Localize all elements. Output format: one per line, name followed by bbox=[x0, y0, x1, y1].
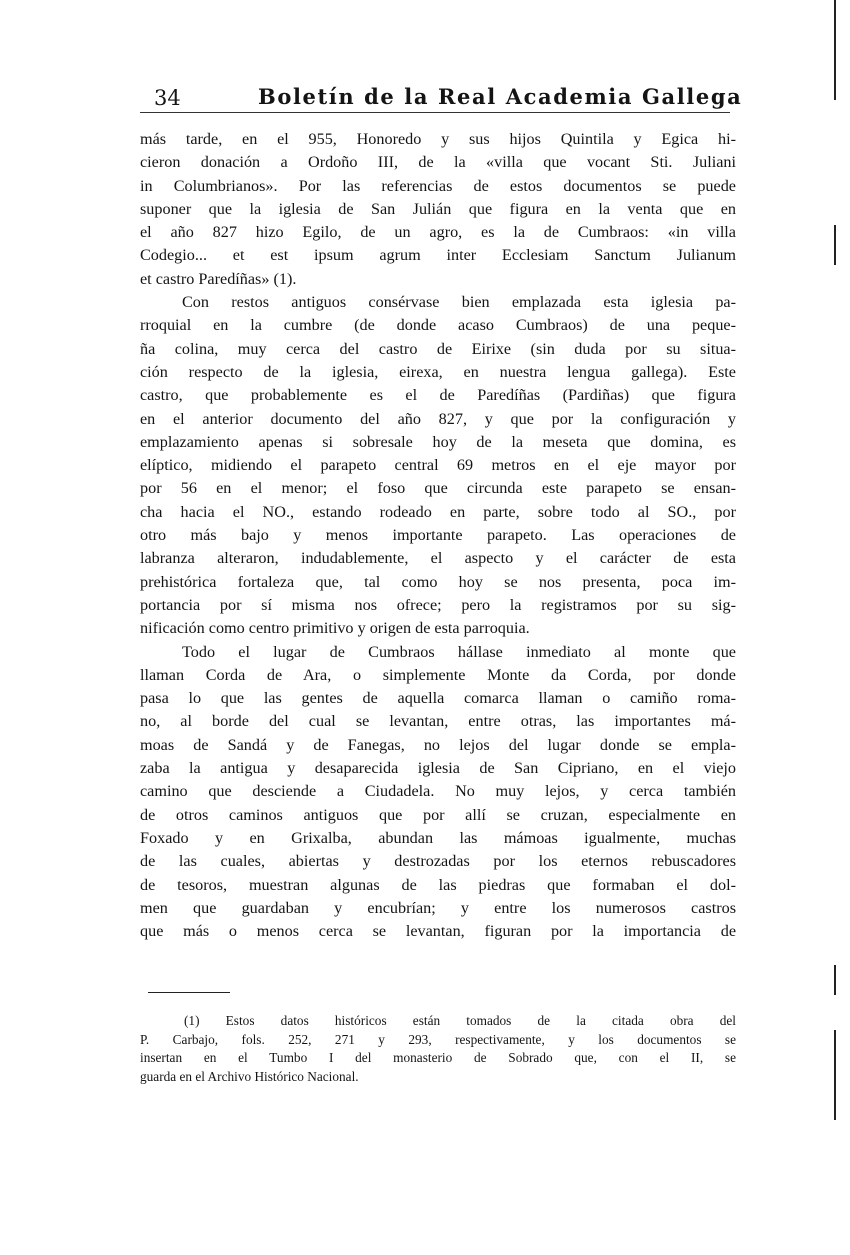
footnote-line: (1) Estos datos históricos están tomados de la citada obra del bbox=[184, 1013, 736, 1028]
body-text bbox=[140, 128, 736, 943]
text-line: en el anterior documento del año 827, y que por la configuración y bbox=[140, 409, 736, 428]
text-line: nificación como centro primitivo y origen de esta parroquia. bbox=[140, 619, 530, 638]
text-line: que más o menos cerca se levantan, figuran por la importancia de bbox=[140, 922, 736, 941]
header-rule bbox=[140, 112, 730, 113]
footnote-rule bbox=[148, 992, 230, 993]
text-line: prehistórica fortaleza que, tal como hoy se nos presenta, poca im- bbox=[140, 572, 736, 591]
text-line: de otros caminos antiguos que por allí se cruzan, especialmente en bbox=[140, 805, 736, 824]
footnote bbox=[140, 1012, 736, 1086]
text-line: no, al borde del cual se levantan, entre otras, las importantes má- bbox=[140, 712, 736, 731]
text-line: pasa lo que las gentes de aquella comarca llaman o camiño roma- bbox=[140, 689, 736, 708]
page-number: 34 bbox=[154, 86, 181, 110]
text-line: men que guardaban y encubrían; y entre los numerosos castros bbox=[140, 898, 736, 917]
text-line: Codegio... et est ipsum agrum inter Ecclesiam Sanctum Julianum bbox=[140, 246, 736, 265]
scan-edge-mark bbox=[834, 965, 836, 995]
text-line: portancia por sí misma nos ofrece; pero la registramos por su sig- bbox=[140, 595, 736, 614]
text-line: llaman Corda de Ara, o simplemente Monte da Corda, por donde bbox=[140, 665, 736, 684]
text-line: Con restos antiguos consérvase bien emplazada esta iglesia pa- bbox=[182, 293, 736, 312]
text-line: más tarde, en el 955, Honoredo y sus hijos Quintila y Egica hi- bbox=[140, 130, 736, 148]
text-line: otro más bajo y menos importante parapeto. Las operaciones de bbox=[140, 526, 736, 545]
footnote-line: P. Carbajo, fols. 252, 271 y 293, respectivamente, y los documentos se bbox=[140, 1031, 736, 1047]
text-line: emplazamiento apenas si sobresale hoy de la meseta que domina, es bbox=[140, 432, 736, 451]
text-line: cha hacia el NO., estando rodeado en parte, sobre todo al SO., por bbox=[140, 502, 736, 521]
text-line: ña colina, muy cerca del castro de Eirixe (sin duda por su situa- bbox=[140, 339, 736, 358]
text-line: Foxado y en Grixalba, abundan las mámoas igualmente, muchas bbox=[140, 828, 736, 847]
running-title: Boletín de la Real Academia Gallega bbox=[258, 84, 743, 109]
text-line: zaba la antigua y desaparecida iglesia de San Cipriano, en el viejo bbox=[140, 759, 736, 778]
scan-edge-mark bbox=[834, 1030, 836, 1120]
text-line: in Columbrianos». Por las referencias de estos documentos se puede bbox=[140, 176, 736, 195]
footnote-line: guarda en el Archivo Histórico Nacional. bbox=[140, 1068, 359, 1084]
text-line: suponer que la iglesia de San Julián que figura en la venta que en bbox=[140, 199, 736, 218]
footnote-line: insertan en el Tumbo I del monasterio de Sobrado que, con el II, se bbox=[140, 1050, 736, 1065]
text-line: rroquial en la cumbre (de donde acaso Cumbraos) de una peque- bbox=[140, 316, 736, 335]
text-line: labranza alteraron, indudablemente, el aspecto y el carácter de esta bbox=[140, 549, 736, 568]
text-line: ción respecto de la iglesia, eirexa, en nuestra lengua gallega). Este bbox=[140, 362, 736, 381]
text-line: Todo el lugar de Cumbraos hállase inmediato al monte que bbox=[182, 642, 736, 661]
text-line: camino que desciende a Ciudadela. No muy lejos, y cerca también bbox=[140, 782, 736, 801]
text-line: elíptico, midiendo el parapeto central 69 metros en el eje mayor por bbox=[140, 456, 736, 475]
scan-edge-mark bbox=[834, 0, 836, 100]
text-line: por 56 en el menor; el foso que circunda este parapeto se ensan- bbox=[140, 479, 736, 498]
text-line: de tesoros, muestran algunas de las piedras que formaban el dol- bbox=[140, 875, 736, 894]
text-line: et castro Paredíñas» (1). bbox=[140, 269, 297, 288]
text-line: castro, que probablemente es el de Paredíñas (Pardiñas) que figura bbox=[140, 386, 736, 405]
text-line: el año 827 hizo Egilo, de un agro, es la de Cumbraos: «in villa bbox=[140, 223, 736, 242]
scan-edge-mark bbox=[834, 225, 836, 265]
text-line: cieron donación a Ordoño III, de la «villa que vocant Sti. Juliani bbox=[140, 153, 736, 172]
text-line: de las cuales, abiertas y destrozadas por los eternos rebuscadores bbox=[140, 852, 736, 871]
text-line: moas de Sandá y de Fanegas, no lejos del lugar donde se empla- bbox=[140, 735, 736, 754]
